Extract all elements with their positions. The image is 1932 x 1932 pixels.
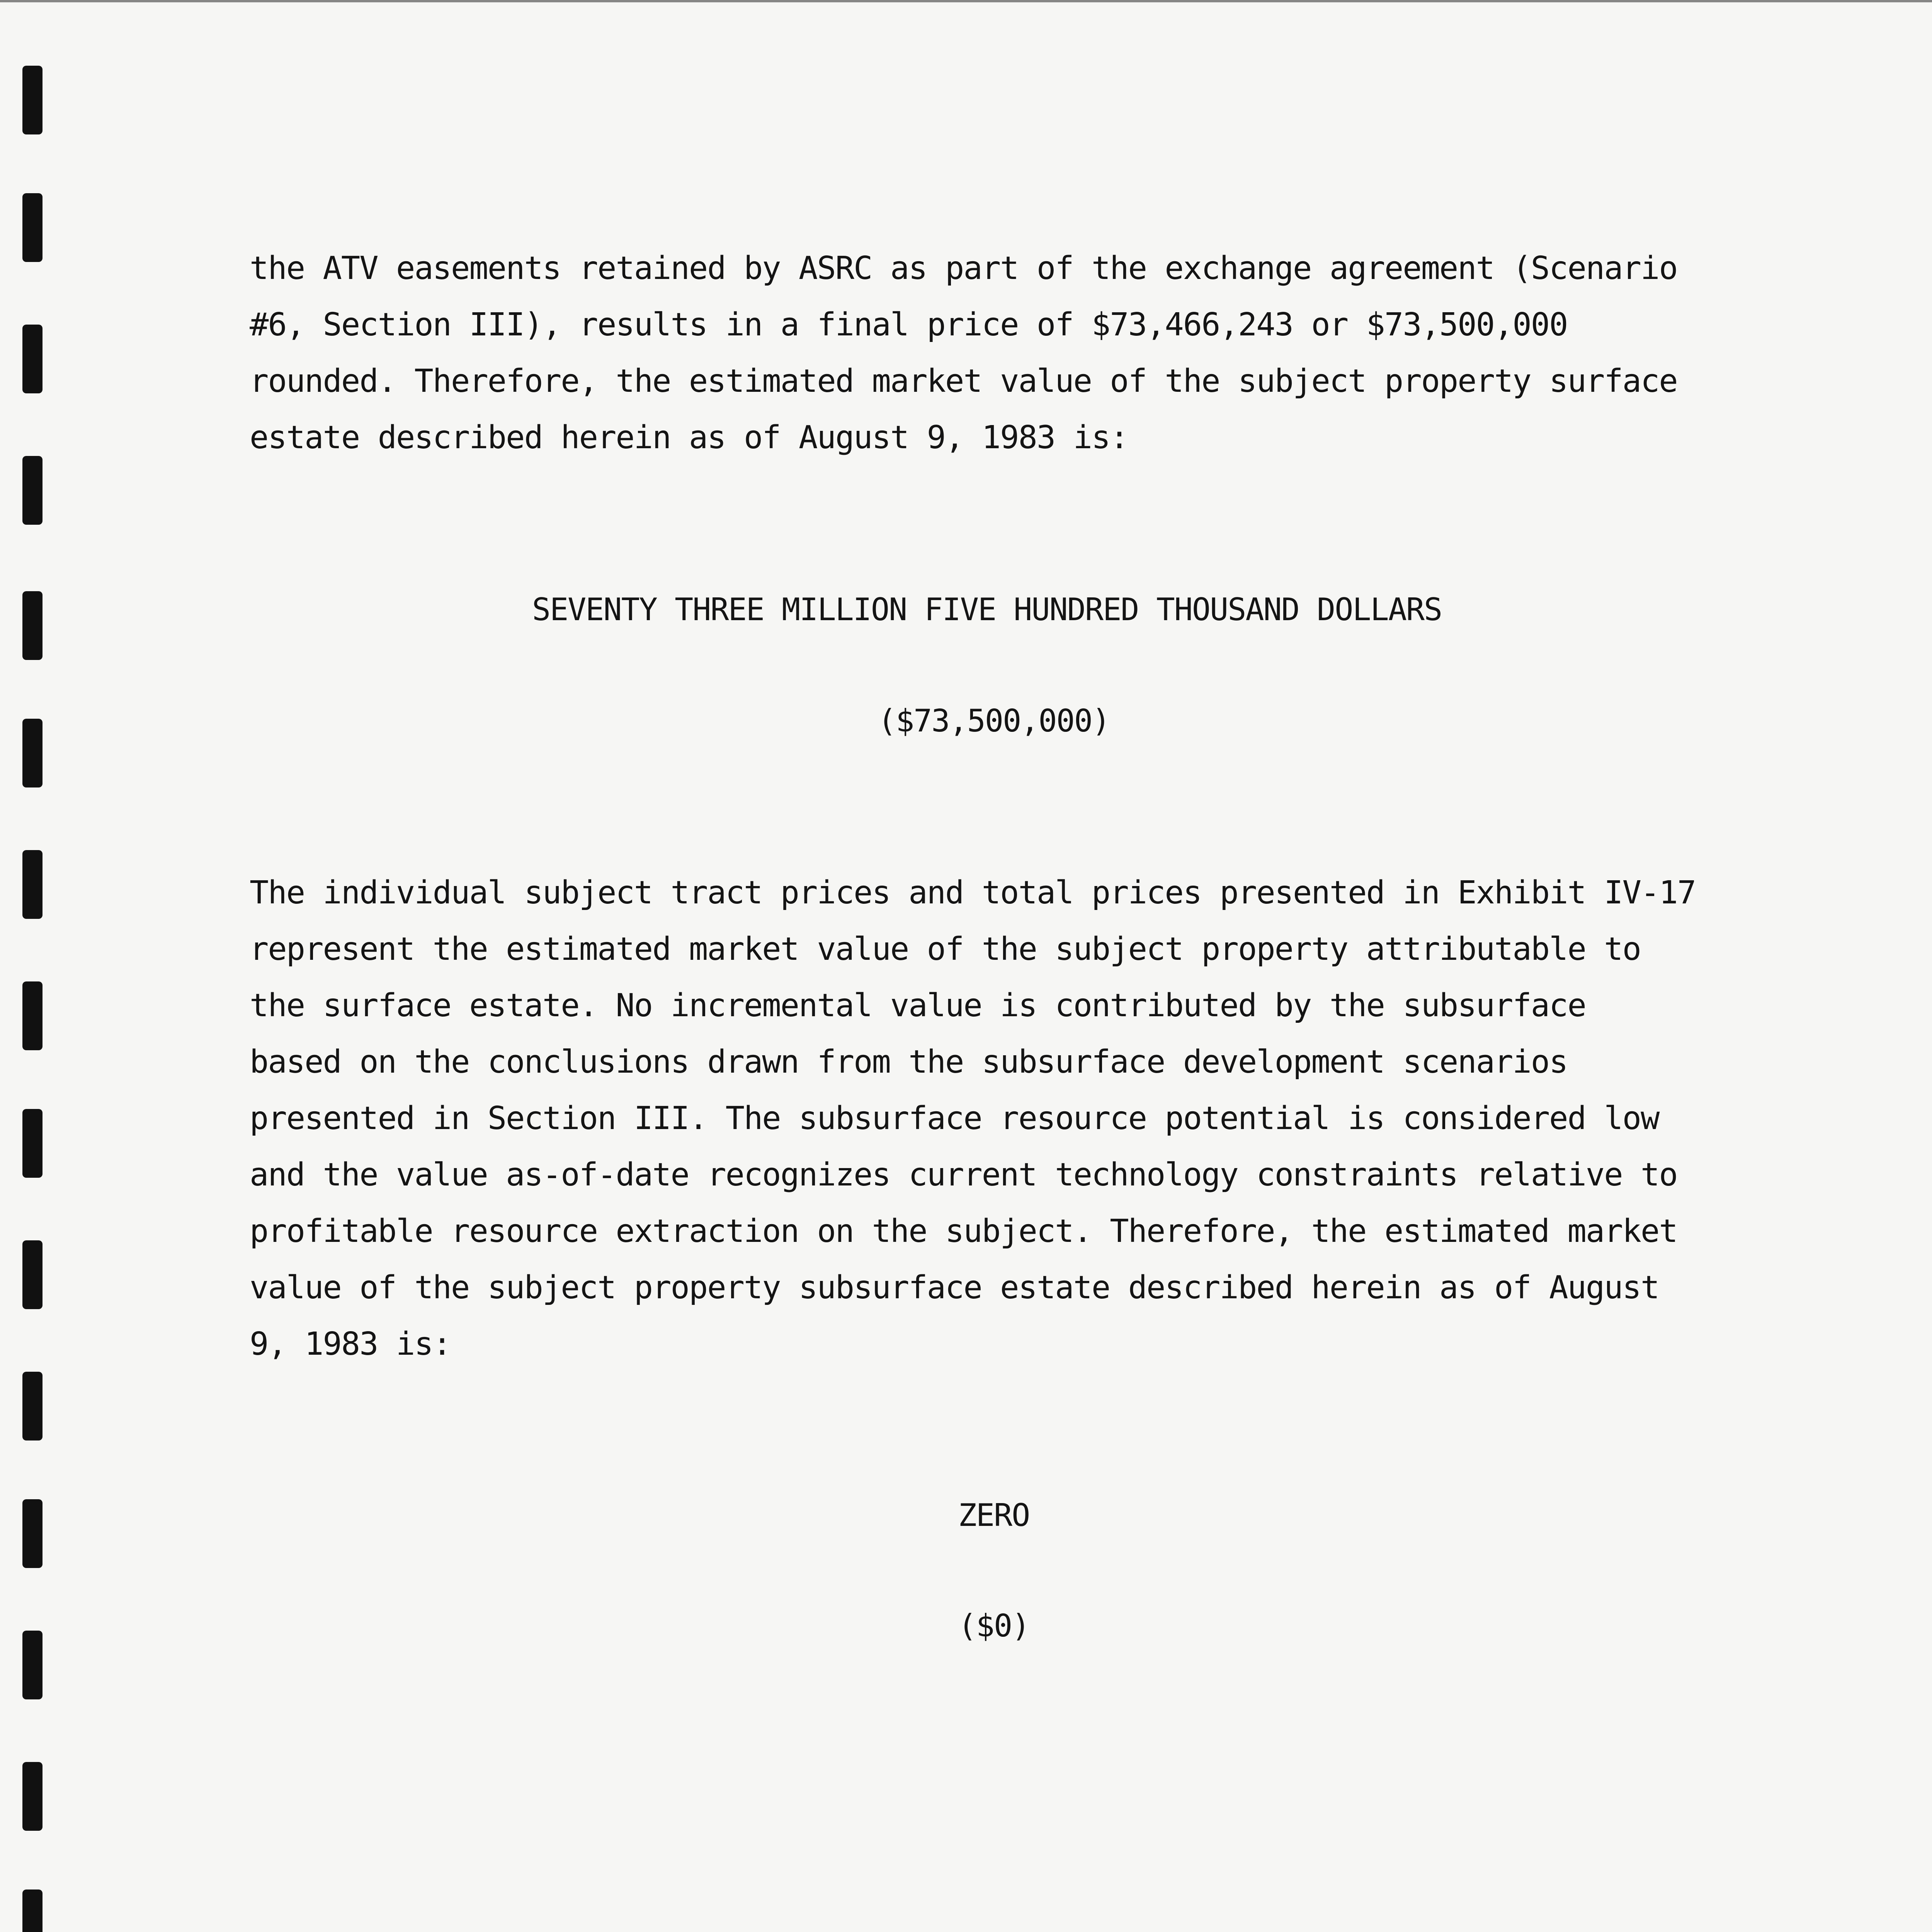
binding-hole (22, 66, 43, 134)
binding-hole (22, 1889, 43, 1932)
subsurface-estate-paragraph: The individual subject tract prices and total prices presented in Exhibit IV-17 represent the estimated market value of the subject property attributable to the surface estate. No incremental value is contributed by the subsurface based on the conclusions drawn from the subsurface development scenarios presented in Section III. The subsurface resource potential is considered low and the value as-of-date recognizes current technology constraints relative to profitable resource extraction on the subject. Therefore, the estimated market value of the subject property subsurface estate described herein as of August 9, 1983 is: (250, 874, 1696, 1362)
binding-hole (22, 981, 43, 1050)
binding-hole (22, 325, 43, 393)
binding-hole (22, 1109, 43, 1178)
binding-hole (22, 1372, 43, 1440)
surface-value-figure: ($73,500,000) (878, 703, 1110, 739)
binding-hole (22, 1240, 43, 1309)
binding-hole (22, 1762, 43, 1831)
surface-estate-paragraph: the ATV easements retained by ASRC as part of the exchange agreement (Scenario #6, Section III), results in a final price of $73,466,243 or $73,500,000 rounded. Therefore, the estimated market value of the subject property surface estate described herein as of August 9, 1983 is: (250, 250, 1677, 456)
binding-hole (22, 850, 43, 919)
binding-hole (22, 456, 43, 525)
binding-hole (22, 193, 43, 262)
subsurface-value-figure: ($0) (958, 1608, 1030, 1644)
subsurface-value-in-words: ZERO (958, 1497, 1030, 1533)
page-top-edge (0, 0, 1932, 2)
surface-value-in-words: SEVENTY THREE MILLION FIVE HUNDRED THOUSAND DOLLARS (532, 592, 1442, 628)
